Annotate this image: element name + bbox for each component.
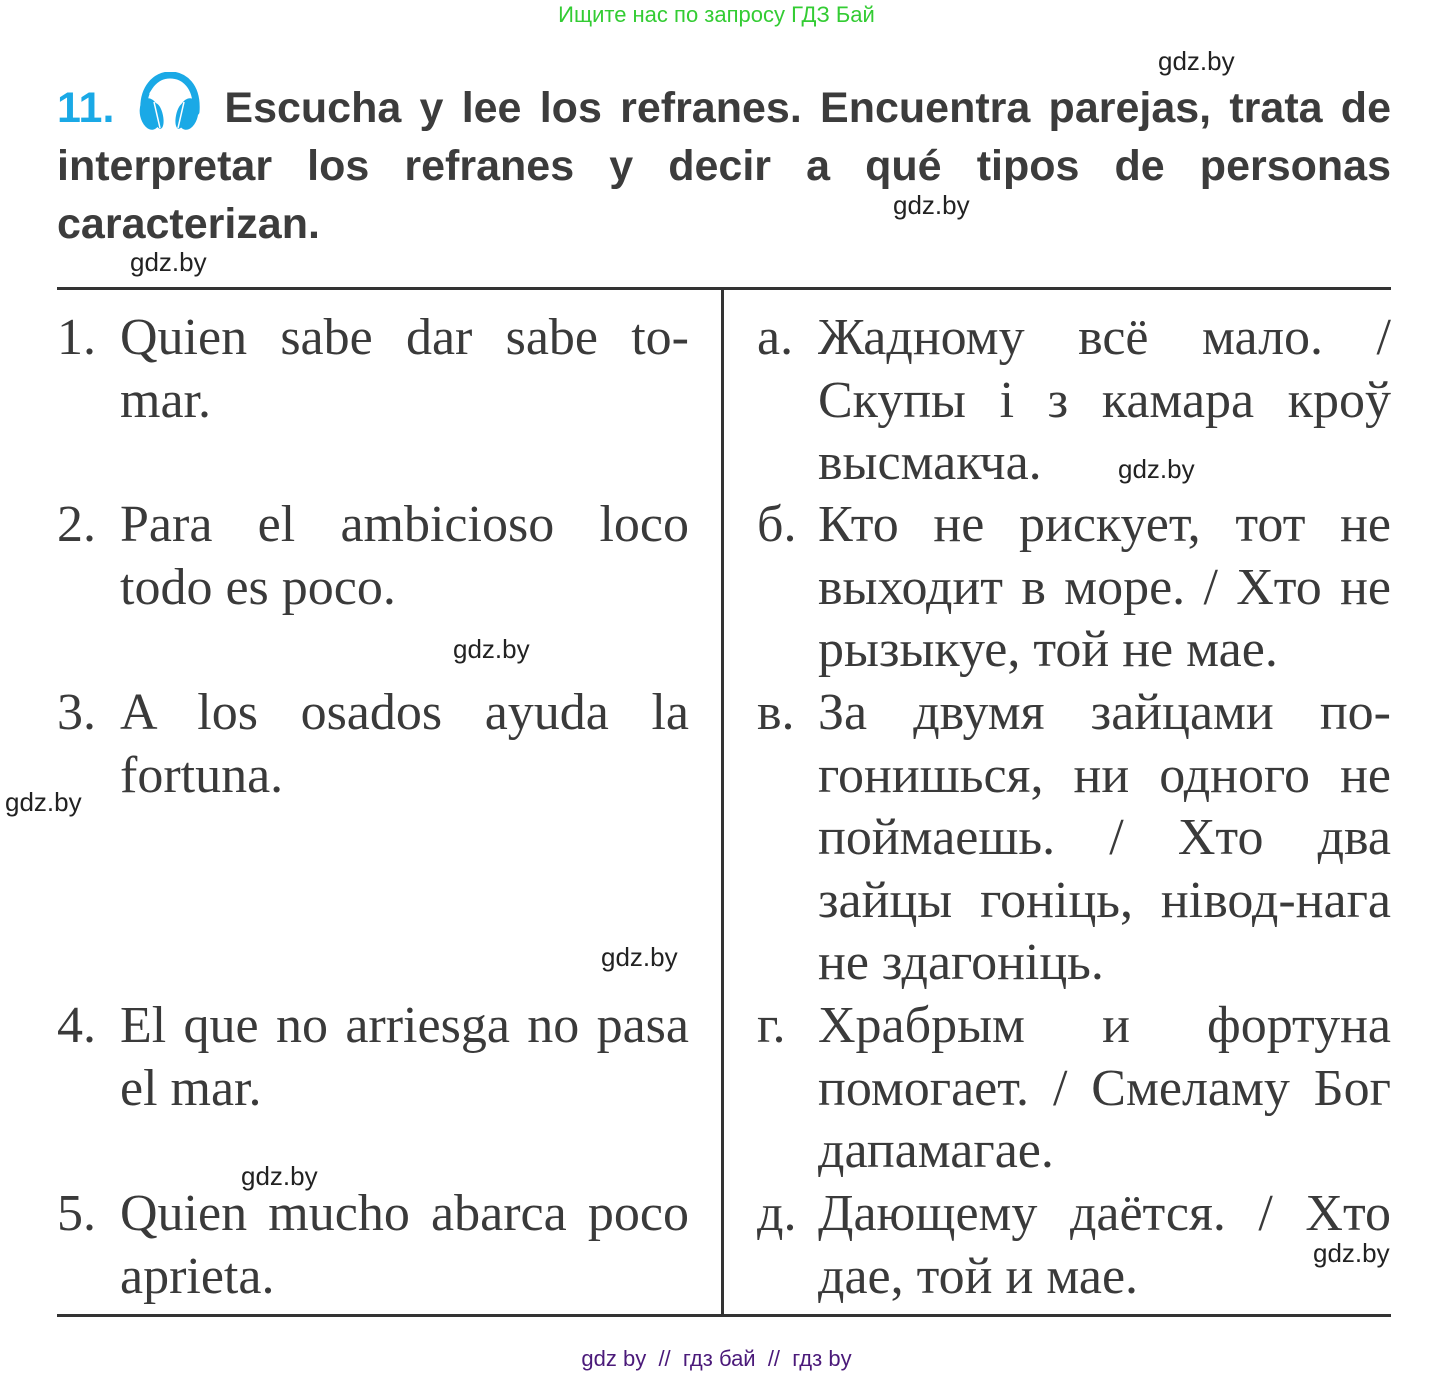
footer-links: gdz by // гдз бай // гдз by xyxy=(581,1346,852,1371)
equivalent-item-b xyxy=(757,494,1391,682)
item-text: A los osados ayuda la fortuna. xyxy=(120,684,689,804)
proverb-item-2 xyxy=(57,494,689,619)
item-text: El que no arriesga no pasa el mar. xyxy=(120,997,689,1117)
item-marker: б. xyxy=(757,496,797,553)
proverb-item-3 xyxy=(57,682,689,807)
item-marker: в. xyxy=(757,684,795,741)
item-text: За двумя зайцами по-гонишься, ни одного не поймаешь. / Хто два зайцы гоніць, нівод-нага не здагоніць. xyxy=(818,684,1391,991)
equivalent-item-g xyxy=(757,995,1391,1183)
table-bottom-rule xyxy=(57,1314,1391,1317)
item-marker: 4. xyxy=(57,997,96,1054)
item-text: Дающему даётся. / Хто дае, той и мае. xyxy=(818,1185,1391,1305)
item-marker: г. xyxy=(757,997,786,1054)
watermark: gdz.by xyxy=(1118,454,1195,484)
item-marker: 1. xyxy=(57,309,96,366)
proverb-item-5 xyxy=(57,1183,689,1308)
watermark: gdz.by xyxy=(241,1161,318,1191)
item-marker: 5. xyxy=(57,1185,96,1242)
search-hint-banner: Ищите нас по запросу ГДЗ Бай xyxy=(558,2,875,27)
equivalent-item-d xyxy=(757,1183,1391,1308)
item-marker: а. xyxy=(757,309,794,366)
item-marker: 3. xyxy=(57,684,96,741)
watermark: gdz.by xyxy=(601,942,678,972)
column-divider xyxy=(721,287,724,1317)
watermark: gdz.by xyxy=(453,634,530,664)
task-header xyxy=(57,72,1391,253)
headphones-icon xyxy=(136,72,202,136)
item-text: Кто не рискует, тот не выходит в море. / Хто не рызыкуе, той не мае. xyxy=(818,496,1391,678)
proverb-item-4 xyxy=(57,995,689,1120)
watermark: gdz.by xyxy=(130,247,207,277)
item-text: Храбрым и фортуна помогает. / Смеламу Бог дапамагае. xyxy=(818,997,1391,1179)
item-text: Para el ambicioso loco todo es poco. xyxy=(120,496,689,616)
proverb-item-1 xyxy=(57,307,689,432)
task-instruction: Escucha y lee los refranes. Encuentra parejas, trata de interpretar los refranes y decir a qué tipos de personas caracterizan. xyxy=(57,84,1391,248)
equivalent-item-v xyxy=(757,682,1391,995)
table-top-rule xyxy=(57,287,1391,290)
equivalent-item-a xyxy=(757,307,1391,495)
watermark: gdz.by xyxy=(1158,46,1235,76)
item-marker: д. xyxy=(757,1185,797,1242)
watermark: gdz.by xyxy=(1313,1238,1390,1268)
watermark: gdz.by xyxy=(893,190,970,220)
task-number: 11. xyxy=(57,84,115,132)
item-text: Жадному всё мало. / Скупы і з камара кроў высмакча. xyxy=(818,309,1391,491)
item-marker: 2. xyxy=(57,496,96,553)
item-text: Quien mucho abarca poco aprieta. xyxy=(120,1185,689,1305)
watermark: gdz.by xyxy=(5,787,82,817)
item-text: Quien sabe dar sabe to-mar. xyxy=(120,309,689,429)
